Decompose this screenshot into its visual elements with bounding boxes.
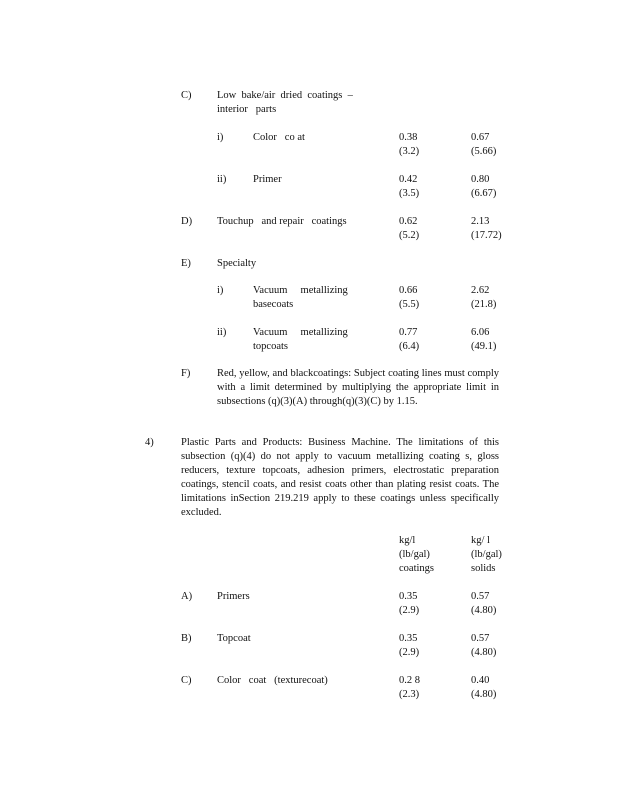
section-f-text: Red, yellow, and blackcoatings: Subject coating lines must comply with a limit determined by multiplying the appropriate limit in subsections (q)(3)(A) through(q)(3)(C) by 1.15. xyxy=(217,368,499,407)
section-e-item-i-solid-metric: (21.8) xyxy=(471,299,497,310)
row-c-name: Color coat (texturecoat) xyxy=(217,675,328,686)
section-e-item-ii-name-cont: topcoats xyxy=(253,341,288,352)
row-c-coat: 0.2 8 xyxy=(399,675,420,686)
section-e-item-ii-coat: 0.77 xyxy=(399,327,418,338)
section-c-item-ii-name: Primer xyxy=(253,174,282,185)
section-e-item-ii-solid: 6.06 xyxy=(471,327,490,338)
row-b-name: Topcoat xyxy=(217,633,251,644)
row-c-coat-metric: (2.3) xyxy=(399,689,420,700)
section-e-item-i-name: Vacuum metallizing xyxy=(253,285,348,296)
section-d-name: Touchup and repair coatings xyxy=(217,216,347,227)
header-coat-unit: kg/l xyxy=(399,535,416,546)
header-solid-label: solids xyxy=(471,563,496,574)
section-c-item-ii-coat: 0.42 xyxy=(399,174,418,185)
row-b-coat: 0.35 xyxy=(399,633,418,644)
section-c-label: C) xyxy=(181,90,192,101)
row-a-label: A) xyxy=(181,591,193,602)
section-4-text: Plastic Parts and Products: Business Machine. The limitations of this subsection (q)(4) do not apply to vacuum metallizing coating s, gloss reducers, texture topcoats, adhesion primers, electrostatic preparation coatings, stencil coats, and resist coats other than plating resist coats. The limitations inSection 219.219 apply to these coatings unless specifically excluded. xyxy=(181,437,499,518)
header-solid-unit: kg/ l xyxy=(471,535,490,546)
row-c-solid: 0.40 xyxy=(471,675,490,686)
section-c-item-i-coat: 0.38 xyxy=(399,132,418,143)
row-b-solid-metric: (4.80) xyxy=(471,647,497,658)
section-c-item-i-solid-metric: (5.66) xyxy=(471,146,497,157)
row-c-label: C) xyxy=(181,675,192,686)
section-e-item-ii-name: Vacuum metallizing xyxy=(253,327,348,338)
section-d-solid: 2.13 xyxy=(471,216,490,227)
section-f-label: F) xyxy=(181,368,191,379)
section-c-item-ii-solid: 0.80 xyxy=(471,174,490,185)
section-e-item-i-coat: 0.66 xyxy=(399,285,418,296)
section-e-label: E) xyxy=(181,258,191,269)
section-d-label: D) xyxy=(181,216,193,227)
row-a-solid: 0.57 xyxy=(471,591,490,602)
section-e-item-i-name-cont: basecoats xyxy=(253,299,294,310)
section-d-solid-metric: (17.72) xyxy=(471,230,502,241)
row-a-coat: 0.35 xyxy=(399,591,418,602)
row-b-coat-metric: (2.9) xyxy=(399,647,420,658)
section-c-item-i-coat-metric: (3.2) xyxy=(399,146,420,157)
section-c-item-i-name: Color co at xyxy=(253,132,305,143)
section-c-item-i-num: i) xyxy=(217,132,224,143)
header-solid-unit-alt: (lb/gal) xyxy=(471,549,502,560)
row-a-solid-metric: (4.80) xyxy=(471,605,497,616)
section-d-coat-metric: (5.2) xyxy=(399,230,420,241)
section-e-item-ii-num: ii) xyxy=(217,327,227,338)
row-a-name: Primers xyxy=(217,591,250,602)
section-d-coat: 0.62 xyxy=(399,216,418,227)
section-e-item-i-coat-metric: (5.5) xyxy=(399,299,420,310)
section-4-label: 4) xyxy=(145,437,154,448)
section-e-item-ii-coat-metric: (6.4) xyxy=(399,341,420,352)
header-coat-label: coatings xyxy=(399,563,434,574)
section-e-item-ii-solid-metric: (49.1) xyxy=(471,341,497,352)
header-coat-unit-alt: (lb/gal) xyxy=(399,549,430,560)
section-e-title: Specialty xyxy=(217,258,257,269)
section-c-item-i-solid: 0.67 xyxy=(471,132,490,143)
section-c-item-ii-num: ii) xyxy=(217,174,227,185)
section-e-item-i-num: i) xyxy=(217,285,224,296)
section-c-item-ii-solid-metric: (6.67) xyxy=(471,188,497,199)
section-e-item-i-solid: 2.62 xyxy=(471,285,490,296)
row-b-solid: 0.57 xyxy=(471,633,490,644)
section-c-item-ii-coat-metric: (3.5) xyxy=(399,188,420,199)
row-a-coat-metric: (2.9) xyxy=(399,605,420,616)
row-c-solid-metric: (4.80) xyxy=(471,689,497,700)
section-c-title-cont: interior parts xyxy=(217,104,277,115)
row-b-label: B) xyxy=(181,633,192,644)
section-c-title: Low bake/air dried coatings – xyxy=(217,90,353,101)
